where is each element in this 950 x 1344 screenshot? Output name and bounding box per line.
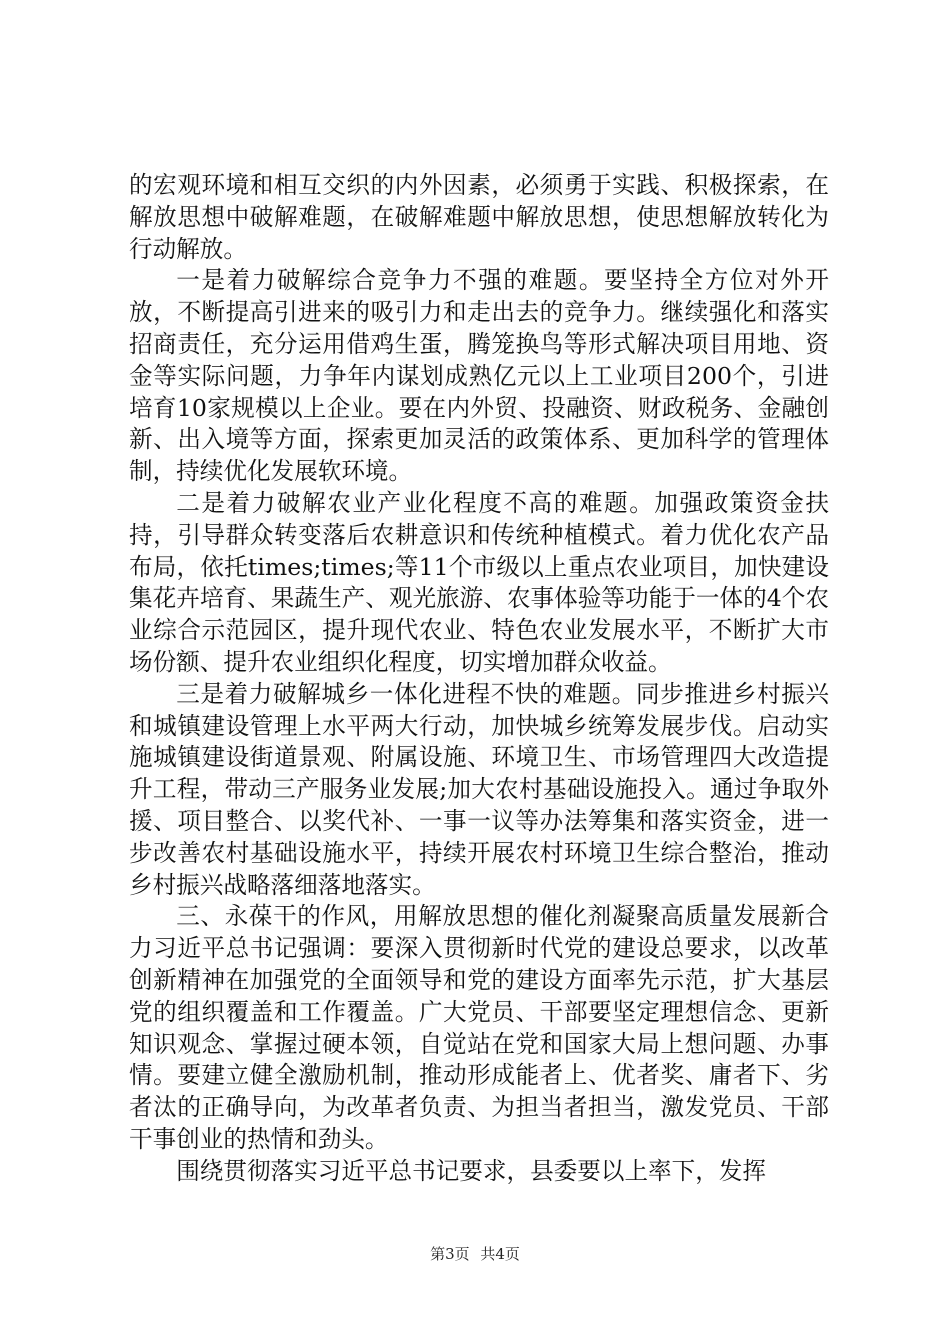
document-body [129,170,829,1188]
paragraph-5: 三、永葆干的作风，用解放思想的催化剂凝聚高质量发展新合力习近平总书记强调：要深入贯彻新时代党的建设总要求，以改革创新精神在加强党的全面领导和党的建设方面率先示范，扩大基层党的组织覆盖和工作覆盖。广大党员、干部要坚定理想信念、更新知识观念、掌握过硬本领，自觉站在党和国家大局上想问题、办事情。要建立健全激励机制，推动形成能者上、优者奖、庸者下、劣者汰的正确导向，为改革者负责、为担当者担当，激发党员、干部干事创业的热情和劲头。 [129,902,829,1153]
page-footer [0,1244,950,1264]
paragraph-4: 三是着力破解城乡一体化进程不快的难题。同步推进乡村振兴和城镇建设管理上水平两大行动，加快城乡统筹发展步伐。启动实施城镇建设街道景观、附属设施、环境卫生、市场管理四大改造提升工程，带动三产服务业发展;加大农村基础设施投入。通过争取外援、项目整合、以奖代补、一事一议等办法筹集和落实资金，进一步改善农村基础设施水平，持续开展农村环境卫生综合整治，推动乡村振兴战略落细落地落实。 [129,679,829,899]
paragraph-1: 的宏观环境和相互交织的内外因素，必须勇于实践、积极探索，在解放思想中破解难题，在破解难题中解放思想，使思想解放转化为行动解放。 [129,171,829,263]
page-number: 第3页 [430,1245,470,1263]
paragraph-6: 围绕贯彻落实习近平总书记要求，县委要以上率下，发挥 [176,1156,767,1185]
paragraph-2: 一是着力破解综合竞争力不强的难题。要坚持全方位对外开放，不断提高引进来的吸引力和走出去的竞争力。继续强化和落实招商责任，充分运用借鸡生蛋，腾笼换鸟等形式解决项目用地、资金等实际问题，力争年内谋划成熟亿元以上工业项目200个，引进培育10家规模以上企业。要在内外贸、投融资、财政税务、金融创新、出入境等方面，探索更加灵活的政策体系、更加科学的管理体制，持续优化发展软环境。 [129,266,829,486]
paragraph-3: 二是着力破解农业产业化程度不高的难题。加强政策资金扶持，引导群众转变落后农耕意识和传统种植模式。着力优化农产品布局，依托times;times;等11个市级以上重点农业项目，加快建设集花卉培育、果蔬生产、观光旅游、农事体验等功能于一体的4个农业综合示范园区，提升现代农业、特色农业发展水平，不断扩大市场份额、提升农业组织化程度，切实增加群众收益。 [129,488,829,676]
page-total: 共4页 [480,1245,520,1263]
